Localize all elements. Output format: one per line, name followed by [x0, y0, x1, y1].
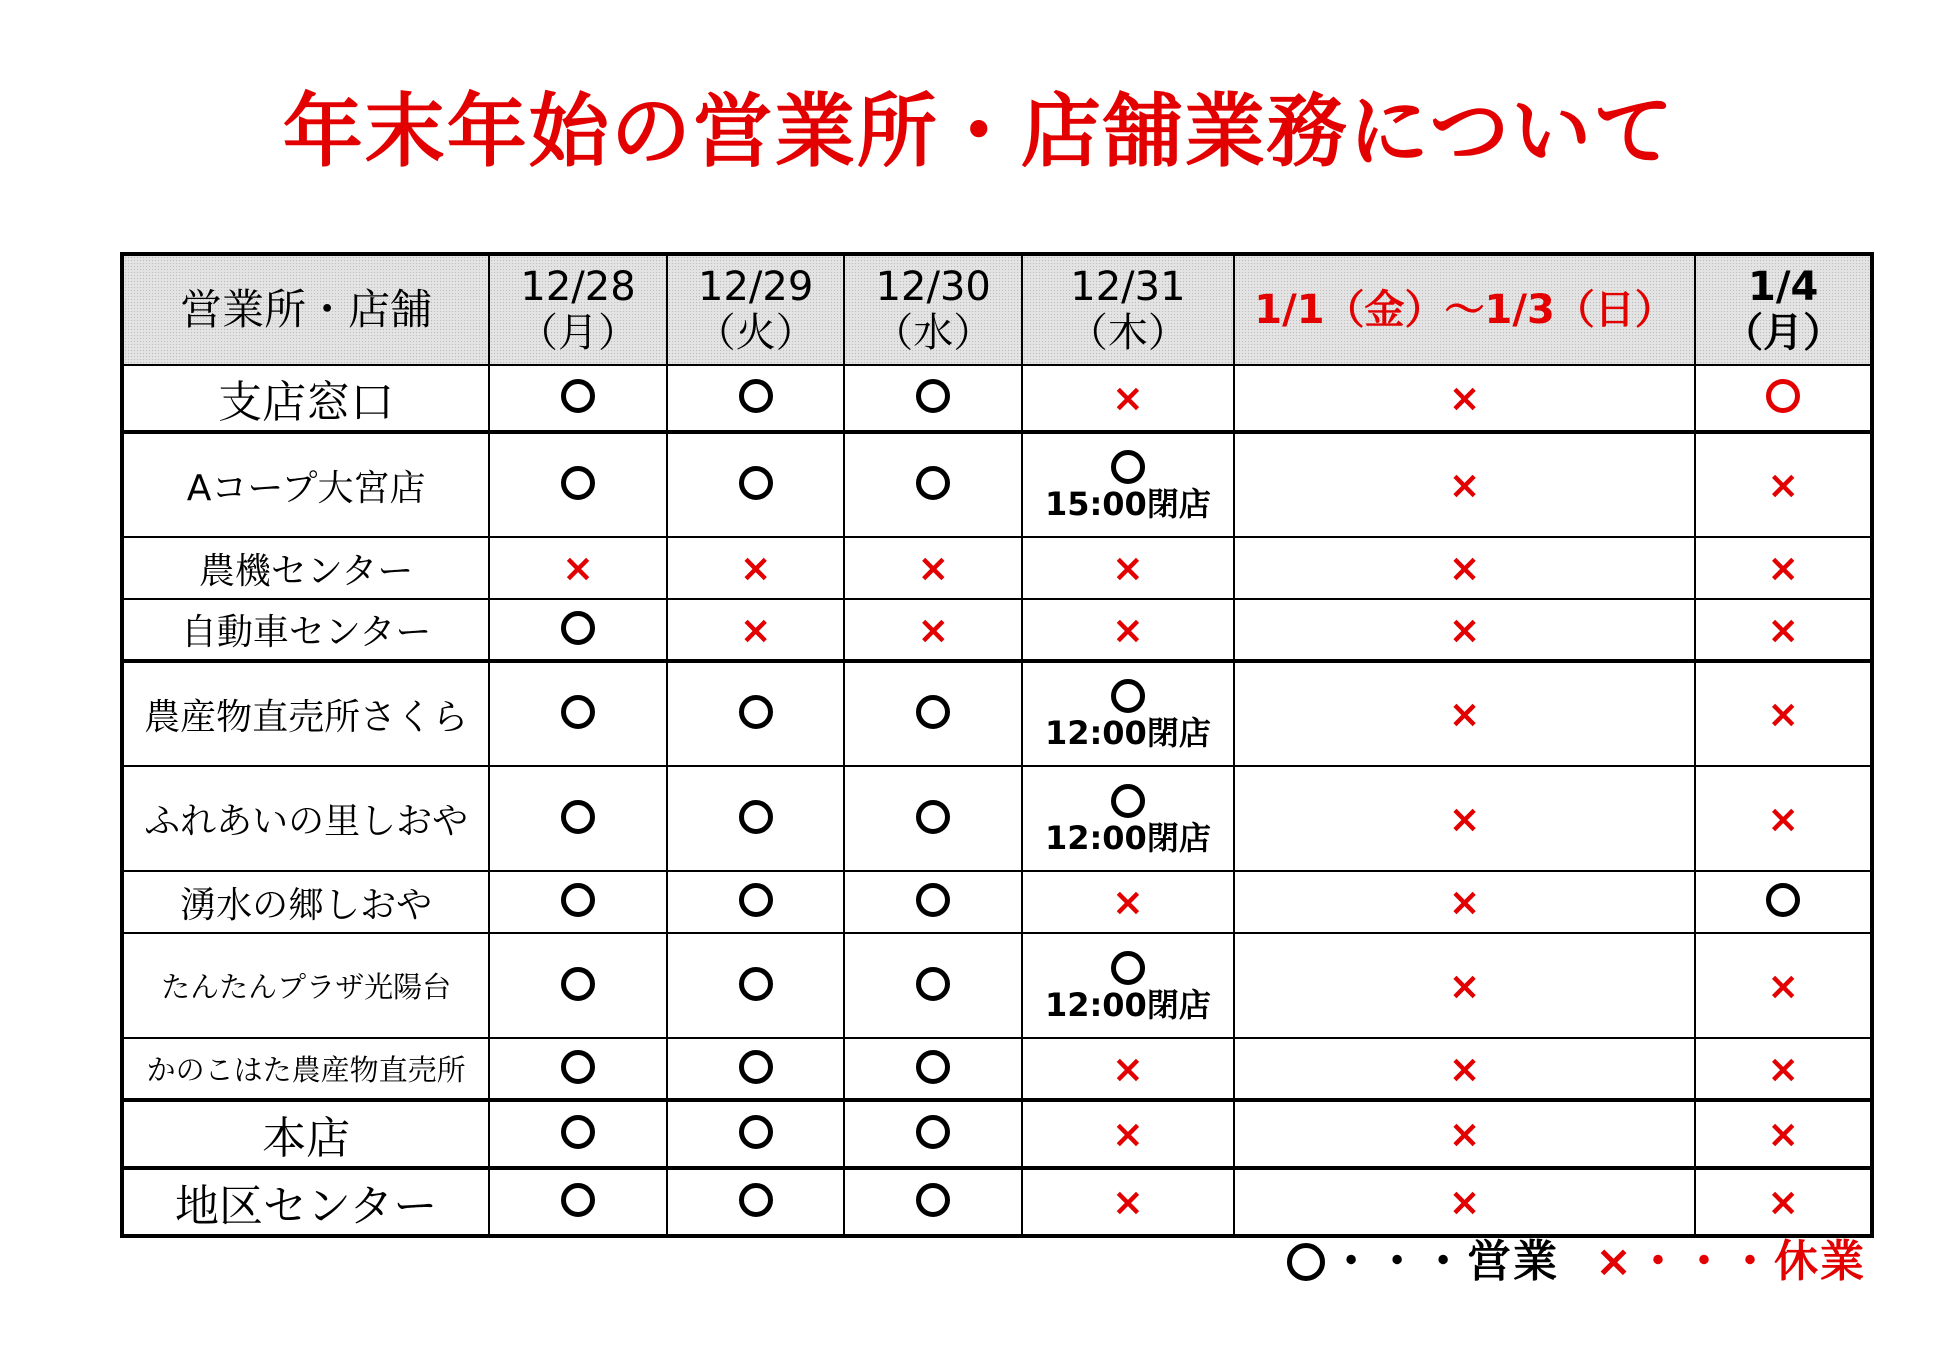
status-mark [1767, 692, 1800, 736]
status-mark [561, 695, 595, 729]
schedule-body [122, 365, 1872, 1236]
status-mark [1448, 1046, 1481, 1091]
header-day: （水） [873, 310, 994, 356]
status-mark [561, 883, 595, 917]
status-mark [1448, 1112, 1481, 1156]
closed-cross-icon: × [1767, 463, 1800, 507]
status-cell-1228 [489, 365, 667, 432]
status-cell-0101-0103 [1234, 537, 1696, 599]
status-cell-1230 [844, 661, 1022, 766]
closed-cross-icon: × [1595, 1236, 1632, 1287]
status-cell-1229 [667, 599, 845, 661]
closed-cross-icon: × [1767, 1180, 1800, 1224]
store-name: 農産物直売所さくら [122, 661, 489, 766]
status-cell-1230 [844, 537, 1022, 599]
table-row [122, 537, 1872, 599]
table-row [122, 1100, 1872, 1168]
status-mark [739, 1050, 773, 1084]
status-mark [916, 883, 950, 917]
status-cell-1231 [1022, 537, 1234, 599]
status-cell-1230 [844, 1100, 1022, 1168]
status-cell-1231 [1022, 599, 1234, 661]
closed-cross-icon: × [1448, 546, 1481, 590]
closed-cross-icon: × [1111, 1112, 1144, 1156]
status-mark [917, 546, 950, 590]
closed-cross-icon: × [1111, 1046, 1144, 1091]
closed-cross-icon: × [739, 546, 772, 590]
closed-cross-icon: × [1767, 963, 1800, 1008]
status-mark [1448, 546, 1481, 590]
header-col-1231 [1022, 254, 1234, 365]
open-circle-icon [561, 1115, 595, 1149]
store-name: 農機センター [122, 537, 489, 599]
status-mark [562, 546, 594, 590]
closed-cross-icon: × [1448, 1046, 1481, 1091]
open-circle-icon [561, 379, 595, 413]
status-cell-1230 [844, 599, 1022, 661]
status-cell-1231 [1022, 365, 1234, 432]
closed-cross-icon: × [917, 607, 950, 652]
status-cell-1228 [489, 432, 667, 537]
closed-cross-icon: × [562, 546, 594, 590]
status-cell-1229 [667, 871, 845, 933]
open-circle-icon [1111, 784, 1145, 818]
header-col-0104 [1695, 254, 1872, 365]
closed-cross-icon: × [1448, 1112, 1481, 1156]
status-cell-1229 [667, 1038, 845, 1100]
open-circle-icon [739, 800, 773, 834]
status-mark [1766, 379, 1800, 413]
status-mark [1448, 1180, 1481, 1224]
status-cell-0104 [1695, 766, 1872, 871]
open-circle-icon [916, 379, 950, 413]
status-cell-1229 [667, 365, 845, 432]
closed-cross-icon: × [1111, 607, 1144, 652]
closed-cross-icon: × [1767, 1112, 1800, 1156]
status-mark [739, 466, 773, 500]
closed-cross-icon: × [1448, 796, 1481, 841]
closed-cross-icon: × [1111, 546, 1144, 590]
status-cell-0101-0103 [1234, 599, 1696, 661]
status-cell-0101-0103 [1234, 661, 1696, 766]
status-mark [1448, 692, 1481, 736]
status-cell-1230 [844, 1038, 1022, 1100]
store-name: 自動車センター [122, 599, 489, 661]
status-cell-0104 [1695, 871, 1872, 933]
header-date: 12/28 [520, 264, 636, 310]
closed-cross-icon: × [739, 607, 772, 652]
status-cell-0101-0103 [1234, 1168, 1696, 1236]
status-cell-1231 [1022, 766, 1234, 871]
status-mark [917, 607, 950, 652]
store-name: ふれあいの里しおや [122, 766, 489, 871]
status-mark [1767, 463, 1800, 507]
table-row [122, 365, 1872, 432]
open-circle-icon [561, 1183, 595, 1217]
status-cell-0104 [1695, 432, 1872, 537]
open-circle-icon [1287, 1243, 1325, 1281]
legend-open-label: ・・・営業 [1329, 1236, 1560, 1287]
page-title: 年末年始の営業所・店舗業務について [282, 85, 1676, 178]
status-mark [916, 695, 950, 729]
open-circle-icon [561, 611, 595, 645]
legend-closed [1595, 1236, 1866, 1287]
status-mark [1044, 784, 1211, 857]
status-cell-1228 [489, 933, 667, 1038]
status-cell-1229 [667, 432, 845, 537]
closed-cross-icon: × [1111, 376, 1144, 420]
status-mark [916, 800, 950, 834]
status-cell-0101-0103 [1234, 1100, 1696, 1168]
header-date: 1/1（金）～1/3（日） [1254, 287, 1675, 333]
open-circle-icon [1111, 679, 1145, 713]
status-mark [1111, 1180, 1144, 1224]
status-mark [1766, 883, 1800, 917]
status-cell-0104 [1695, 1038, 1872, 1100]
status-cell-0104 [1695, 661, 1872, 766]
status-cell-1231 [1022, 1100, 1234, 1168]
header-col-1229 [667, 254, 845, 365]
open-circle-icon [916, 695, 950, 729]
legend [1251, 1232, 1866, 1292]
table-row [122, 1168, 1872, 1236]
status-mark [916, 379, 950, 413]
status-cell-0101-0103 [1234, 1038, 1696, 1100]
status-mark [916, 1115, 950, 1149]
closed-cross-icon: × [1448, 1180, 1481, 1224]
open-circle-icon [916, 1050, 950, 1084]
status-mark [561, 466, 595, 500]
status-mark [1111, 880, 1144, 924]
status-mark [739, 800, 773, 834]
status-mark [561, 379, 595, 413]
status-cell-1228 [489, 599, 667, 661]
status-cell-1230 [844, 871, 1022, 933]
legend-closed-label: ・・・休業 [1636, 1236, 1866, 1287]
status-mark [739, 607, 772, 652]
status-cell-1229 [667, 537, 845, 599]
table-row [122, 432, 1872, 537]
status-cell-0104 [1695, 537, 1872, 599]
closed-cross-icon: × [1448, 376, 1481, 420]
status-cell-1231 [1022, 1038, 1234, 1100]
store-name: 地区センター [122, 1168, 489, 1236]
open-circle-icon [561, 883, 595, 917]
status-mark [1448, 376, 1481, 420]
status-mark [1044, 450, 1211, 523]
closed-cross-icon: × [1111, 1180, 1144, 1224]
status-cell-1229 [667, 661, 845, 766]
status-cell-0104 [1695, 1100, 1872, 1168]
closing-time-note: 12:00閉店 [1044, 818, 1211, 857]
status-mark [1448, 796, 1481, 841]
status-mark [916, 1183, 950, 1217]
open-circle-icon [1111, 450, 1145, 484]
store-name: 支店窓口 [122, 365, 489, 432]
status-mark [1767, 546, 1800, 590]
store-name: たんたんプラザ光陽台 [122, 933, 489, 1038]
closed-cross-icon: × [1448, 963, 1481, 1008]
header-day: （月） [1723, 310, 1844, 356]
status-mark [561, 1050, 595, 1084]
table-row [122, 871, 1872, 933]
closed-cross-icon: × [1448, 692, 1481, 736]
status-cell-0104 [1695, 365, 1872, 432]
open-circle-icon [916, 883, 950, 917]
status-mark [561, 1115, 595, 1149]
status-mark [1767, 607, 1800, 652]
status-mark [1044, 679, 1211, 752]
status-mark [916, 967, 950, 1001]
status-mark [916, 1050, 950, 1084]
closed-cross-icon: × [1767, 607, 1800, 652]
header-day: （木） [1067, 310, 1188, 356]
open-circle-icon [739, 466, 773, 500]
status-mark [739, 883, 773, 917]
table-row [122, 933, 1872, 1038]
table-row [122, 766, 1872, 871]
status-cell-1228 [489, 1038, 667, 1100]
open-circle-icon [561, 967, 595, 1001]
closed-cross-icon: × [1448, 463, 1481, 507]
open-circle-icon [739, 883, 773, 917]
open-circle-icon [561, 466, 595, 500]
header-col-1228 [489, 254, 667, 365]
header-row [122, 254, 1872, 365]
closed-cross-icon: × [1767, 692, 1800, 736]
schedule-table [120, 252, 1874, 1238]
status-cell-1228 [489, 661, 667, 766]
header-col-0101-0103 [1234, 254, 1696, 365]
status-mark [739, 546, 772, 590]
closed-cross-icon: × [1111, 880, 1144, 924]
status-mark [1044, 951, 1211, 1024]
status-mark [739, 1183, 773, 1217]
status-mark [916, 466, 950, 500]
status-mark [1448, 880, 1481, 924]
status-cell-1228 [489, 871, 667, 933]
header-day: （火） [695, 310, 816, 356]
open-circle-icon [739, 967, 773, 1001]
closing-time-note: 12:00閉店 [1044, 714, 1211, 752]
status-cell-1230 [844, 1168, 1022, 1236]
closing-time-note: 15:00閉店 [1044, 485, 1211, 523]
open-circle-icon [1766, 379, 1800, 413]
status-cell-1229 [667, 933, 845, 1038]
status-mark [739, 967, 773, 1001]
status-cell-0101-0103 [1234, 871, 1696, 933]
status-mark [1448, 963, 1481, 1008]
closed-cross-icon: × [1767, 796, 1800, 841]
status-cell-0101-0103 [1234, 933, 1696, 1038]
closed-cross-icon: × [1767, 1046, 1800, 1091]
store-name: Aコープ大宮店 [122, 432, 489, 537]
status-cell-1231 [1022, 933, 1234, 1038]
open-circle-icon [561, 695, 595, 729]
store-name: 湧水の郷しおや [122, 871, 489, 933]
status-mark [739, 695, 773, 729]
status-cell-1228 [489, 766, 667, 871]
status-cell-1228 [489, 537, 667, 599]
status-cell-1230 [844, 933, 1022, 1038]
status-cell-0104 [1695, 1168, 1872, 1236]
status-cell-1231 [1022, 432, 1234, 537]
store-name: かのこはた農産物直売所 [122, 1038, 489, 1100]
status-mark [1111, 607, 1144, 652]
status-cell-1228 [489, 1100, 667, 1168]
status-cell-1231 [1022, 661, 1234, 766]
open-circle-icon [739, 1050, 773, 1084]
status-mark [1111, 376, 1144, 420]
status-mark [561, 967, 595, 1001]
header-store-label: 営業所・店舗 [180, 284, 433, 334]
open-circle-icon [916, 1115, 950, 1149]
closed-cross-icon: × [1448, 607, 1481, 652]
header-col-1230 [844, 254, 1022, 365]
status-cell-1229 [667, 766, 845, 871]
header-date: 12/30 [875, 264, 991, 310]
open-circle-icon [739, 695, 773, 729]
status-mark [1767, 1112, 1800, 1156]
status-mark [1767, 1180, 1800, 1224]
closing-time-note: 12:00閉店 [1044, 985, 1211, 1024]
table-row [122, 1038, 1872, 1100]
header-date: 12/29 [698, 264, 814, 310]
store-name: 本店 [122, 1100, 489, 1168]
status-cell-1230 [844, 365, 1022, 432]
open-circle-icon [916, 1183, 950, 1217]
status-cell-1230 [844, 432, 1022, 537]
open-circle-icon [561, 800, 595, 834]
closed-cross-icon: × [1767, 546, 1800, 590]
table-row [122, 661, 1872, 766]
legend-open [1287, 1236, 1560, 1287]
status-mark [1448, 463, 1481, 507]
open-circle-icon [739, 1115, 773, 1149]
header-day: （月） [518, 310, 639, 356]
status-mark [561, 1183, 595, 1217]
status-mark [561, 800, 595, 834]
header-date: 12/31 [1070, 264, 1186, 310]
status-mark [1111, 546, 1144, 590]
status-mark [739, 1115, 773, 1149]
open-circle-icon [739, 379, 773, 413]
status-cell-1231 [1022, 871, 1234, 933]
status-mark [1111, 1112, 1144, 1156]
status-cell-0101-0103 [1234, 766, 1696, 871]
status-cell-0101-0103 [1234, 365, 1696, 432]
open-circle-icon [916, 466, 950, 500]
header-store [122, 254, 489, 365]
status-mark [1111, 1046, 1144, 1091]
status-cell-0104 [1695, 599, 1872, 661]
status-cell-1229 [667, 1100, 845, 1168]
status-cell-1231 [1022, 1168, 1234, 1236]
open-circle-icon [1766, 883, 1800, 917]
status-cell-1230 [844, 766, 1022, 871]
table-row [122, 599, 1872, 661]
status-mark [739, 379, 773, 413]
open-circle-icon [916, 967, 950, 1001]
status-mark [1448, 607, 1481, 652]
header-date: 1/4 [1748, 264, 1819, 310]
closed-cross-icon: × [1448, 880, 1481, 924]
status-mark [1767, 796, 1800, 841]
status-mark [1767, 1046, 1800, 1091]
open-circle-icon [1111, 951, 1145, 985]
status-cell-1228 [489, 1168, 667, 1236]
open-circle-icon [916, 800, 950, 834]
open-circle-icon [739, 1183, 773, 1217]
status-mark [1767, 963, 1800, 1008]
status-cell-0101-0103 [1234, 432, 1696, 537]
status-cell-0104 [1695, 933, 1872, 1038]
closed-cross-icon: × [917, 546, 950, 590]
open-circle-icon [561, 1050, 595, 1084]
status-cell-1229 [667, 1168, 845, 1236]
status-mark [561, 611, 595, 645]
